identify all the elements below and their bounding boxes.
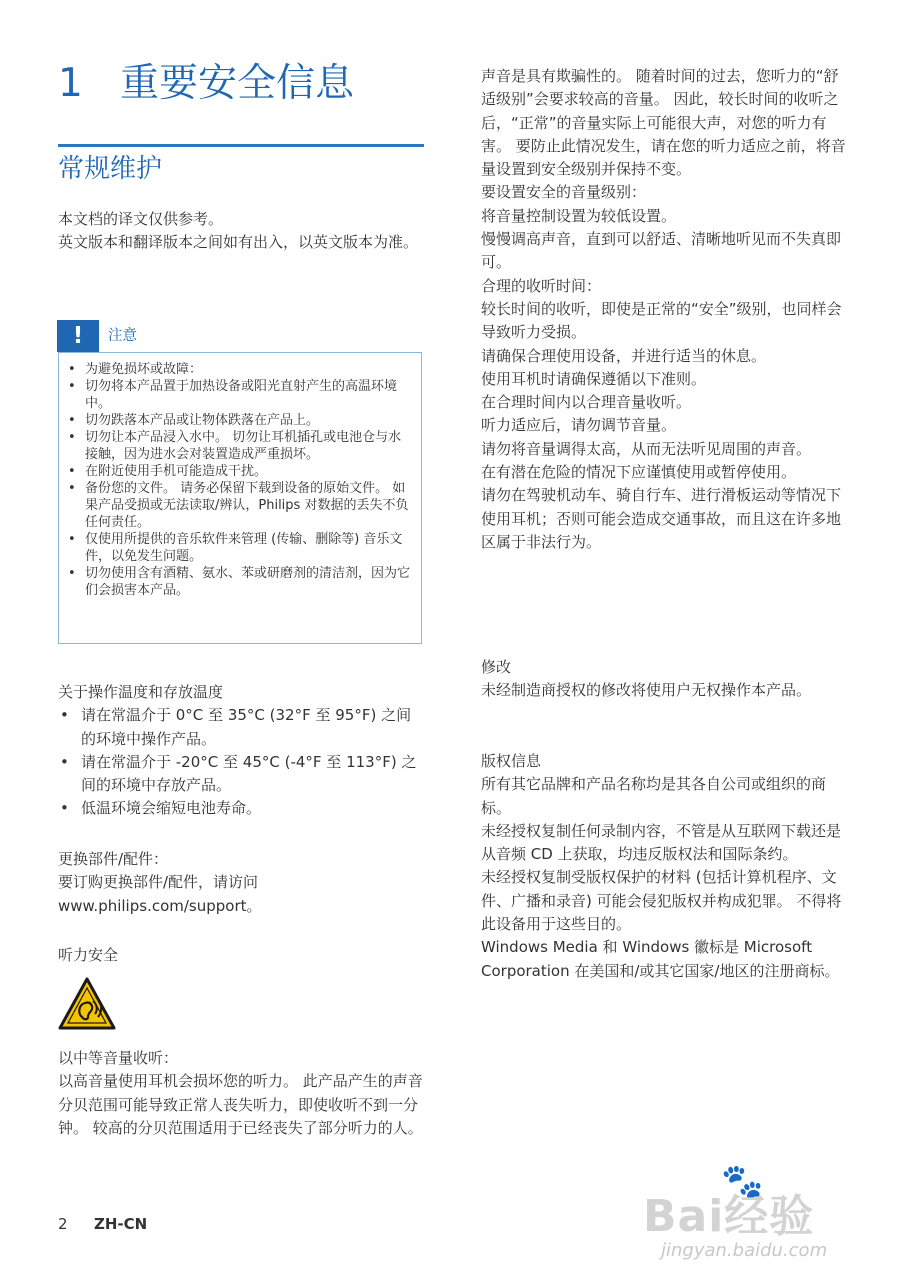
modification-section [481, 656, 851, 703]
caution-item: • 切勿让本产品浸入水中。 切勿让耳机插孔或电池仓与水接触，因为进水会对装置造成严重损坏。 [66, 429, 412, 463]
parts-section [58, 848, 426, 918]
right-paragraph: 要设置安全的音量级别： [481, 183, 647, 202]
temperature-section [58, 681, 426, 821]
right-paragraph: 使用耳机时请确保遵循以下准则。 [481, 369, 707, 388]
right-paragraph: 较长时间的收听，即使是正常的“安全”级别，也同样会导致听力受损。 [481, 299, 842, 342]
right-paragraph: 在有潜在危险的情况下应谨慎使用或暂停使用。 [481, 463, 797, 482]
copyright-paragraph: 未经授权复制受版权保护的材料 (包括计算机程序、文件、广播和录音) 可能会侵犯版权并构成犯罪。 不得将此设备用于这些目的。 [481, 868, 842, 934]
right-paragraph: 听力适应后，请勿调节音量。 [481, 416, 677, 435]
copyright-paragraph: Windows Media 和 Windows 徽标是 Microsoft Corporation 在美国和/或其它国家/地区的注册商标。 [481, 938, 840, 980]
hearing-subheading: 以中等音量收听： [58, 1049, 179, 1067]
watermark-url: jingyan.baidu.com [661, 1240, 828, 1261]
page-footer [58, 1212, 147, 1236]
copyright-section [481, 750, 851, 983]
section-rule [58, 144, 424, 147]
caution-item: • 切勿使用含有酒精、氨水、苯或研磨剂的清洁剂，因为它们会损害本产品。 [66, 565, 412, 599]
right-paragraph: 请勿将音量调得太高，从而无法听见周围的声音。 [481, 439, 812, 458]
copyright-paragraph: 未经授权复制任何录制内容，不管是从互联网下载还是从音频 CD 上获取，均违反版权法和国际条约。 [481, 821, 842, 864]
caution-item: • 仅使用所提供的音乐软件来管理 (传输、删除等) 音乐文件，以免发生问题。 [66, 531, 412, 565]
caution-item: • 备份您的文件。 请务必保留下载到设备的原始文件。 如果产品受损或无法读取/辨认，Philips 对数据的丢失不负任何责任。 [66, 480, 412, 531]
caution-header [57, 320, 257, 352]
temperature-item: • 低温环境会缩短电池寿命。 [58, 797, 426, 820]
right-paragraph: 请确保合理使用设备，并进行适当的休息。 [481, 346, 767, 365]
temperature-list [58, 704, 426, 820]
temperature-item: • 请在常温介于 0°C 至 35°C (32°F 至 95°F) 之间的环境中操作产品。 [58, 704, 426, 751]
caution-title: 注意 [108, 328, 137, 344]
intro-block [58, 208, 426, 255]
right-paragraph: 请勿在驾驶机动车、骑自行车、进行滑板运动等情况下使用耳机；否则可能会造成交通事故，而且这在许多地区属于非法行为。 [481, 486, 842, 551]
modification-heading: 修改 [481, 658, 512, 676]
caution-item: • 在附近使用手机可能造成干扰。 [66, 463, 412, 480]
chapter-title: 重要安全信息 [120, 61, 355, 106]
right-paragraph: 在合理时间内以合理音量收听。 [481, 393, 692, 412]
modification-text: 未经制造商授权的修改将使用户无权操作本产品。 [481, 681, 812, 700]
copyright-heading: 版权信息 [481, 752, 542, 770]
caution-item: • 切勿跌落本产品或让物体跌落在产品上。 [66, 412, 412, 429]
right-paragraph: 合理的收听时间： [481, 276, 602, 295]
parts-heading: 更换部件/配件： [58, 850, 169, 868]
baidu-watermark [643, 1162, 853, 1272]
caution-list [66, 361, 412, 599]
temperature-heading: 关于操作温度和存放温度 [58, 683, 224, 701]
temperature-item: • 请在常温介于 -20°C 至 45°C (-4°F 至 113°F) 之间的环境中存放产品。 [58, 751, 426, 798]
language-code: ZH-CN [94, 1215, 148, 1233]
hearing-section [58, 944, 426, 967]
copyright-paragraph: 所有其它品牌和产品名称均是其各自公司或组织的商标。 [481, 775, 827, 817]
right-paragraph: 将音量控制设置为较低设置。 [481, 206, 677, 225]
caution-item: • 为避免损坏或故障： [66, 361, 412, 378]
right-paragraph: 慢慢调高声音，直到可以舒适、清晰地听见而不失真即可。 [481, 230, 842, 272]
intro-line: 本文档的译文仅供参考。 [58, 210, 224, 228]
right-paragraph: 声音是具有欺骗性的。 随着时间的过去，您听力的“舒适级别”会要求较高的音量。 因此，较长时间的收听之后，“正常”的音量实际上可能很大声，对您的听力有害。 要防止此情况发生，请在您的听力适应之前，将音量设置到安全级别并保持不变。 [481, 67, 846, 179]
caution-item: • 切勿将本产品置于加热设备或阳光直射产生的高温环境中。 [66, 378, 412, 412]
hearing-warning-icon [58, 977, 116, 1031]
chapter-number: 1 [58, 61, 83, 106]
hearing-text: 以高音量使用耳机会损坏您的听力。 此产品产生的声音分贝范围可能导致正常人丧失听力，即使收听不到一分钟。 较高的分贝范围适用于已经丧失了部分听力的人。 [58, 1072, 423, 1137]
chapter-heading [58, 52, 354, 116]
page-number: 2 [58, 1215, 68, 1233]
right-column [481, 65, 851, 554]
hearing-volume-block [58, 1047, 426, 1140]
exclamation-icon: ! [57, 320, 99, 352]
parts-text: 要订购更换部件/配件，请访问 www.philips.com/support。 [58, 873, 262, 915]
hearing-heading: 听力安全 [58, 946, 119, 964]
watermark-text: Bai经验 [643, 1191, 815, 1242]
section-title: 常规维护 [58, 154, 163, 184]
paw-icon: 🐾 [721, 1162, 764, 1202]
intro-line: 英文版本和翻译版本之间如有出入，以英文版本为准。 [58, 233, 419, 252]
